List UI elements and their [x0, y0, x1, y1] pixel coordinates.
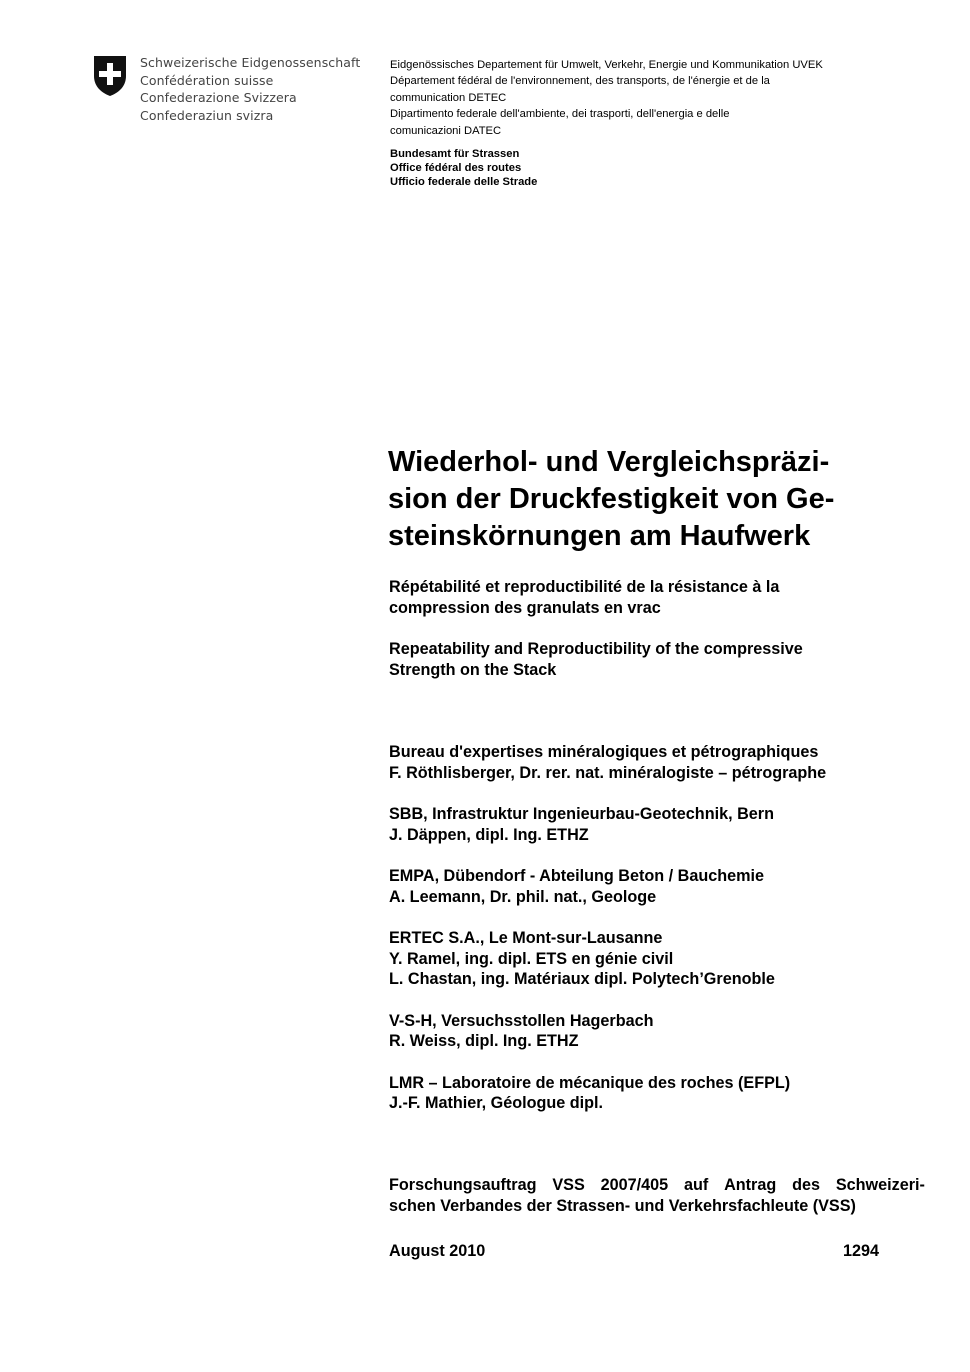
- office-block: [390, 147, 537, 190]
- commission-word: Forschungsauftrag: [389, 1176, 537, 1194]
- organization-name: Bureau d'expertises minéralogiques et pétrographiques: [389, 743, 819, 761]
- confederation-name-it: Confederazione Svizzera: [140, 90, 297, 105]
- commission-word: VSS: [552, 1176, 585, 1194]
- confederation-name-fr: Confédération suisse: [140, 72, 274, 88]
- person-name: Y. Ramel, ing. dipl. ETS en génie civil: [389, 949, 674, 968]
- organization-name: ERTEC S.A., Le Mont-sur-Lausanne: [389, 929, 663, 947]
- person-name: R. Weiss, dipl. Ing. ETHZ: [389, 1032, 579, 1050]
- organization-name: EMPA, Dübendorf - Abteilung Beton / Bauchemie: [389, 867, 765, 885]
- subtitle-line: Répétabilité et reproductibilité de la résistance à la: [389, 578, 780, 596]
- department-block: [390, 57, 870, 139]
- title-line: Wiederhol- und Vergleichspräzi-: [388, 446, 830, 478]
- commission-line-justified: [389, 1175, 925, 1196]
- subtitle-line: Strength on the Stack: [389, 660, 557, 679]
- report-title: [388, 444, 928, 555]
- confederation-names: [140, 54, 360, 124]
- contributor-org: [389, 1011, 934, 1073]
- person-name: J. Däppen, dipl. Ing. ETHZ: [389, 825, 589, 844]
- person-name: A. Leemann, Dr. phil. nat., Geologe: [389, 887, 657, 906]
- subtitle-english: [389, 639, 934, 680]
- confederation-name-de: Schweizerische Eidgenossenschaft: [140, 55, 361, 70]
- report-date: August 2010: [389, 1242, 486, 1260]
- commission-line: schen Verbandes der Strassen- und Verkehrsfachleute (VSS): [389, 1196, 856, 1215]
- commission-word: 2007/405: [600, 1176, 669, 1194]
- title-line: steinskörnungen am Haufwerk: [388, 520, 811, 552]
- organization-name: SBB, Infrastruktur Ingenieurbau-Geotechnik, Bern: [389, 805, 774, 823]
- commission-word: auf: [683, 1176, 709, 1194]
- person-name: F. Röthlisberger, Dr. rer. nat. minéralogiste – pétrographe: [389, 763, 827, 782]
- organization-name: V-S-H, Versuchsstollen Hagerbach: [389, 1011, 654, 1030]
- subtitle-line: compression des granulats en vrac: [389, 598, 661, 617]
- report-number: 1294: [842, 1242, 879, 1260]
- organization-name: LMR – Laboratoire de mécanique des roches (EFPL): [389, 1073, 791, 1092]
- contributor-org: [389, 742, 934, 804]
- person-name: L. Chastan, ing. Matériaux dipl. Polytech’Grenoble: [389, 970, 775, 988]
- report-footer: [389, 1241, 879, 1262]
- commission-word: Antrag: [724, 1176, 777, 1194]
- commission-word: des: [792, 1176, 821, 1194]
- swiss-shield-icon: [90, 54, 130, 98]
- subtitle-line: Repeatability and Reproductibility of the compressive: [389, 640, 803, 658]
- department-line: communication DETEC: [390, 91, 507, 104]
- research-commission: [389, 1175, 925, 1216]
- department-line: Dipartimento federale dell'ambiente, dei trasporti, dell'energia e delle: [390, 108, 730, 121]
- department-line: Eidgenössisches Departement für Umwelt, Verkehr, Energie und Kommunikation UVEK: [390, 59, 823, 71]
- title-line: sion der Druckfestigkeit von Ge-: [388, 483, 835, 515]
- office-line: Office fédéral des routes: [390, 162, 522, 175]
- contributor-org: [389, 928, 934, 1011]
- person-name: J.-F. Mathier, Géologue dipl.: [389, 1094, 604, 1112]
- contributor-org: [389, 866, 934, 928]
- contributor-org: [389, 804, 934, 866]
- confederation-logo: [90, 54, 360, 124]
- subtitle-french: [389, 577, 934, 618]
- confederation-name-rm: Confederaziun svizra: [140, 107, 274, 123]
- contributor-org: [389, 1073, 934, 1135]
- contributors-list: [389, 742, 934, 1135]
- office-line: Ufficio federale delle Strade: [390, 176, 538, 189]
- department-line: Département fédéral de l'environnement, des transports, de l'énergie et de la: [390, 75, 770, 88]
- office-line: Bundesamt für Strassen: [390, 148, 520, 160]
- commission-word: Schweizeri-: [835, 1176, 925, 1194]
- department-line: comunicazioni DATEC: [390, 124, 502, 137]
